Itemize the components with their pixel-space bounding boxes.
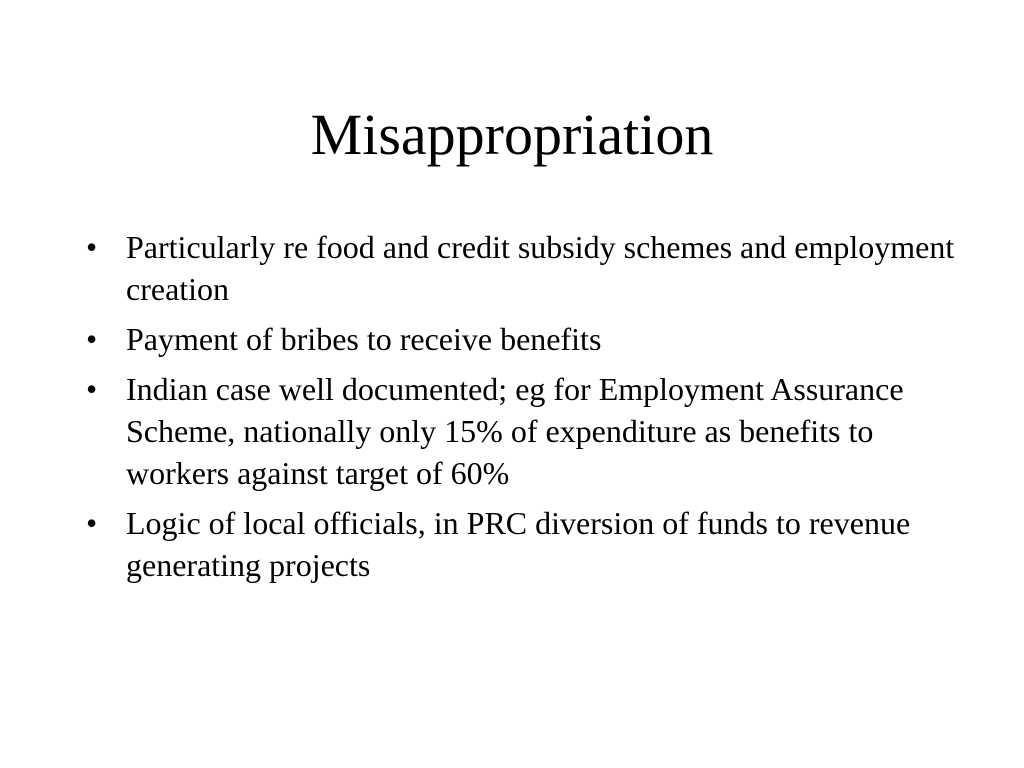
bullet-icon: • — [86, 371, 98, 407]
bullet-icon: • — [86, 505, 98, 541]
bullet-item-1 — [82, 226, 962, 310]
bullet-item-3 — [82, 368, 962, 494]
bullet-icon: • — [86, 321, 98, 357]
slide-title: Misappropriation — [310, 102, 714, 167]
bullet-item-2 — [82, 318, 962, 360]
bullet-text: Particularly re food and credit subsidy schemes and employment creation — [126, 229, 955, 307]
bullet-text: Indian case well documented; eg for Employment Assurance Scheme, nationally only 15% of expenditure as benefits to workers against target of 60% — [126, 371, 904, 491]
bullet-text: Payment of bribes to receive benefits — [126, 321, 602, 357]
bullet-text: Logic of local officials, in PRC diversion of funds to revenue generating projects — [126, 505, 911, 583]
bullet-item-4 — [82, 502, 962, 586]
bullet-list — [82, 226, 962, 594]
bullet-icon: • — [86, 229, 98, 265]
